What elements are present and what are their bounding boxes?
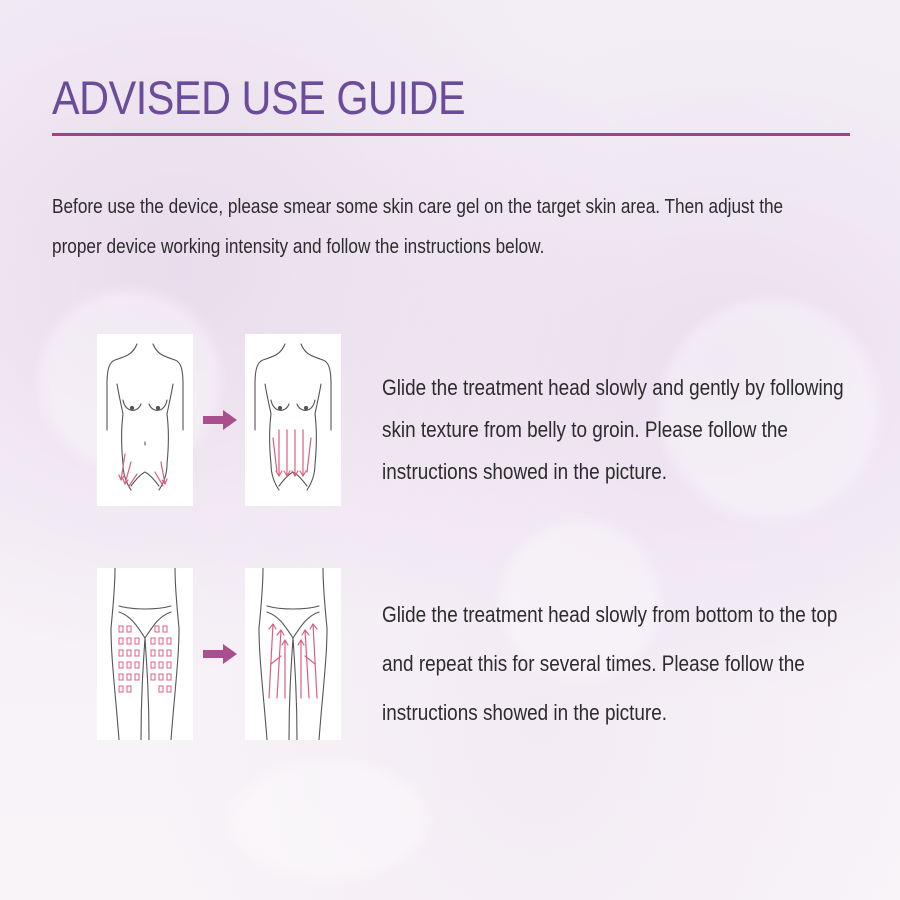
torso-after-illustration [245,334,341,506]
page-title: ADVISED USE GUIDE [52,71,466,124]
step-1-line-3: instructions showed in the picture. [382,459,668,484]
legs-after-illustration [245,568,341,740]
intro-line-1: Before use the device, please smear some skin care gel on the target skin area. Then adjust the [52,196,784,218]
step-1-line-1: Glide the treatment head slowly and gently by following [382,375,844,400]
legs-before-illustration [97,568,193,740]
title-divider [52,133,850,136]
step-1-line-2: skin texture from belly to groin. Please follow the [382,417,788,442]
arrow-right-icon [203,642,239,666]
step-2-line-2: and repeat this for several times. Please follow the [382,651,805,676]
torso-before-illustration [97,334,193,506]
intro-line-2: proper device working intensity and follow the instructions below. [52,236,545,258]
arrow-right-icon [203,408,239,432]
step-2-line-1: Glide the treatment head slowly from bottom to the top [382,602,838,627]
bokeh-decoration [230,760,430,880]
bokeh-decoration [660,300,880,520]
step-2-line-3: instructions showed in the picture. [382,700,668,725]
